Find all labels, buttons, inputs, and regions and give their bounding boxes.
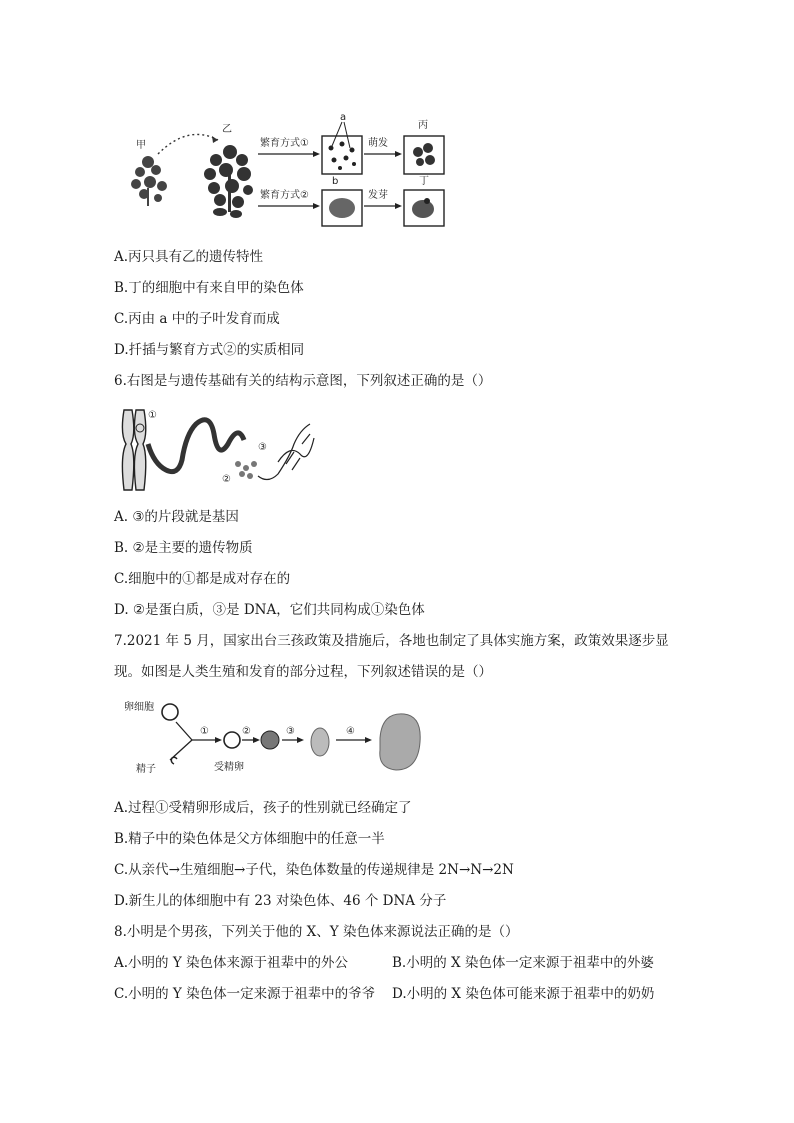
chromosome-icon bbox=[122, 410, 145, 490]
label-a: a bbox=[340, 112, 347, 123]
q8-option-b: B.小明的 X 染色体一定来源于祖辈中的外婆 bbox=[392, 955, 654, 971]
step-1: ① bbox=[200, 726, 209, 737]
sperm-icon bbox=[171, 757, 177, 764]
seedling-icon bbox=[413, 143, 435, 166]
zygote-icon bbox=[224, 732, 240, 748]
sprouted-tuber-icon bbox=[412, 200, 434, 218]
q5-option-d: D.扦插与繁育方式②的实质相同 bbox=[114, 342, 305, 358]
q5-figure bbox=[118, 112, 468, 234]
step-2: ② bbox=[242, 726, 251, 737]
q8-stem: 8.小明是个男孩，下列关于他的 X、Y 染色体来源说法正确的是（） bbox=[114, 924, 519, 940]
marker-3: ③ bbox=[258, 442, 267, 453]
q6-option-c: C.细胞中的①都是成对存在的 bbox=[114, 571, 291, 587]
q6-option-b: B. ②是主要的遗传物质 bbox=[114, 540, 253, 556]
plant-jia-icon bbox=[131, 156, 167, 206]
label-bing: 丙 bbox=[418, 120, 428, 131]
q6-stem: 6.右图是与遗传基础有关的结构示意图，下列叙述正确的是（） bbox=[114, 373, 492, 389]
nucleosome-icon bbox=[235, 461, 257, 479]
step-4: ④ bbox=[346, 726, 355, 737]
label-egg: 卵细胞 bbox=[124, 702, 154, 713]
q5-option-a: A.丙只具有乙的遗传特性 bbox=[114, 249, 264, 265]
q5-option-c: C.丙由 a 中的子叶发育而成 bbox=[114, 311, 280, 327]
label-sperm: 精子 bbox=[136, 764, 156, 775]
q8-option-c: C.小明的 Y 染色体一定来源于祖辈中的爷爷 bbox=[114, 986, 376, 1002]
q7-stem-line2: 现。如图是人类生殖和发育的部分过程，下列叙述错误的是（） bbox=[114, 664, 492, 680]
q7-option-c: C.从亲代→生殖细胞→子代，染色体数量的传递规律是 2N→N→2N bbox=[114, 862, 514, 878]
q7-option-a: A.过程①受精卵形成后，孩子的性别就已经确定了 bbox=[114, 800, 412, 816]
q6-option-a: A. ③的片段就是基因 bbox=[114, 509, 239, 525]
q6-figure bbox=[118, 404, 328, 496]
q8-option-a: A.小明的 Y 染色体来源于祖辈中的外公 bbox=[114, 955, 349, 971]
step-3: ③ bbox=[286, 726, 295, 737]
label-ding: 丁 bbox=[419, 176, 429, 187]
fetus-icon bbox=[380, 714, 420, 770]
tuber-icon bbox=[329, 198, 355, 218]
q5-option-b: B.丁的细胞中有来自甲的染色体 bbox=[114, 280, 304, 296]
embryo-icon bbox=[311, 728, 329, 756]
label-germinate: 萌发 bbox=[368, 138, 388, 149]
marker-1: ① bbox=[148, 410, 157, 421]
chromatin-coil-icon bbox=[148, 420, 244, 472]
morula-icon bbox=[261, 731, 279, 749]
egg-cell-icon bbox=[162, 704, 178, 720]
q8-option-d: D.小明的 X 染色体可能来源于祖辈中的奶奶 bbox=[392, 986, 655, 1002]
label-b: b bbox=[332, 176, 339, 187]
q7-stem-line1: 7.2021 年 5 月，国家出台三孩政策及措施后，各地也制定了具体实施方案，政策效果逐步显 bbox=[114, 633, 669, 649]
label-zygote: 受精卵 bbox=[214, 762, 244, 773]
q7-option-d: D.新生儿的体细胞中有 23 对染色体、46 个 DNA 分子 bbox=[114, 893, 447, 909]
q7-option-b: B.精子中的染色体是父方体细胞中的任意一半 bbox=[114, 831, 385, 847]
label-yi: 乙 bbox=[222, 124, 232, 135]
q7-figure bbox=[118, 694, 428, 782]
label-jia: 甲 bbox=[136, 140, 146, 151]
label-mode1: 繁育方式① bbox=[260, 138, 309, 149]
label-mode2: 繁育方式② bbox=[260, 190, 309, 201]
plant-yi-icon bbox=[204, 145, 253, 218]
label-sprout: 发芽 bbox=[368, 190, 388, 201]
q6-option-d: D. ②是蛋白质，③是 DNA，它们共同构成①染色体 bbox=[114, 602, 425, 618]
marker-2: ② bbox=[222, 474, 231, 485]
